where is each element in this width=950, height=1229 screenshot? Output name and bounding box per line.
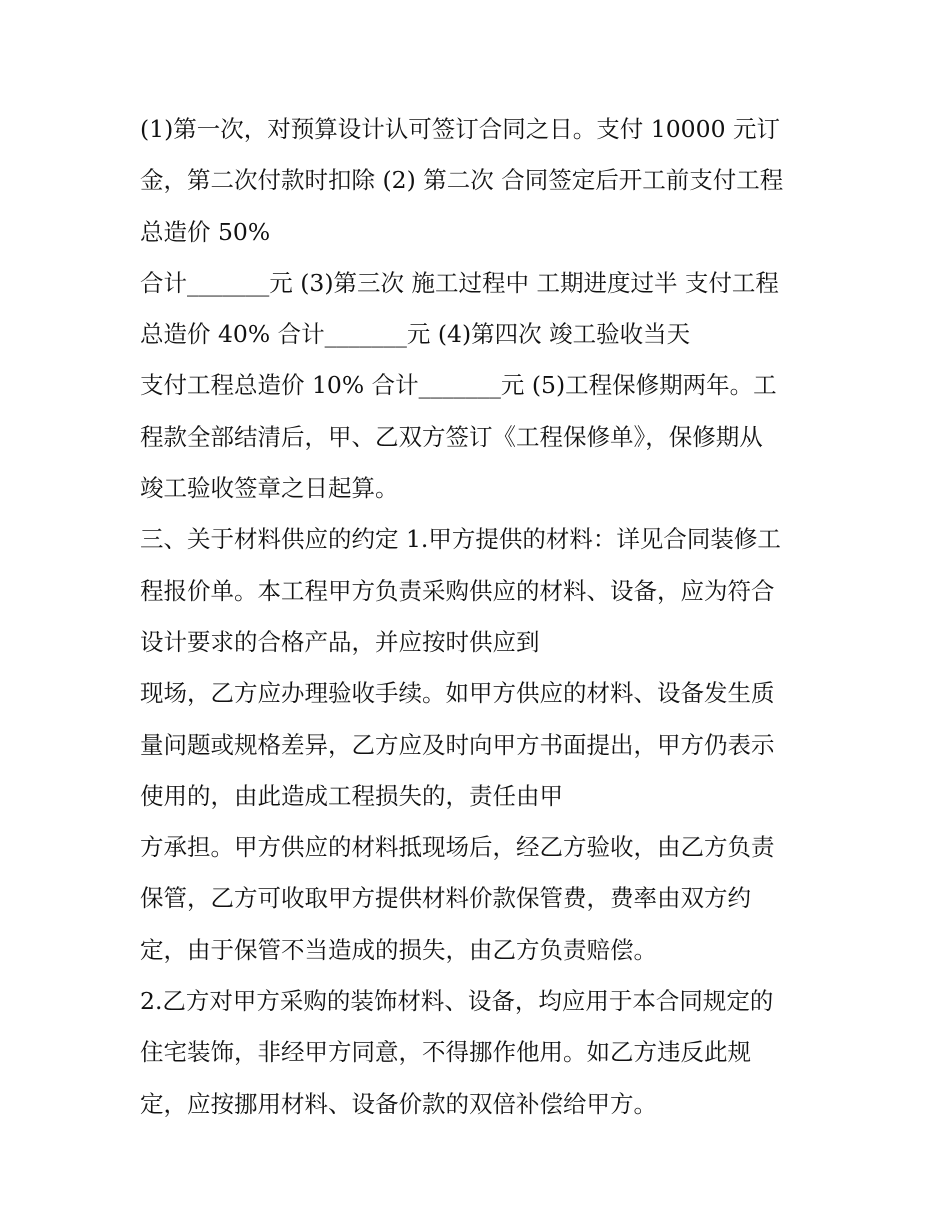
text-line: (1)第一次，对预算设计认可签订合同之日。支付 10000 元订 <box>140 115 780 143</box>
text-line: 程报价单。本工程甲方负责采购供应的材料、设备，应为符合 <box>140 576 775 605</box>
text-line: 竣工验收签章之日起算。 <box>140 474 399 503</box>
section-heading-line: 三、关于材料供应的约定 1.甲方提供的材料：详见合同装修工 <box>140 525 781 554</box>
text-line: 金，第二次付款时扣除 (2) 第二次 合同签定后开工前支付工程 <box>140 166 784 195</box>
text-line: 保管，乙方可收取甲方提供材料价款保管费，费率由双方约 <box>140 884 751 913</box>
text-line: 程款全部结清后，甲、乙双方签订《工程保修单》，保修期从 <box>140 422 763 451</box>
text-line: 总造价 50% <box>140 217 271 246</box>
text-line: 住宅装饰，非经甲方同意，不得挪作他用。如乙方违反此规 <box>140 1038 751 1067</box>
text-line: 使用的，由此造成工程损失的，责任由甲 <box>140 781 563 810</box>
text-line: 设计要求的合格产品，并应按时供应到 <box>140 627 540 656</box>
text-line: 2.乙方对甲方采购的装饰材料、设备，均应用于本合同规定的 <box>140 987 774 1016</box>
text-line: 合计_______元 (3)第三次 施工过程中 工期进度过半 支付工程 <box>140 268 779 297</box>
text-line: 总造价 40% 合计_______元 (4)第四次 竣工验收当天 <box>140 320 691 349</box>
text-line: 定，由于保管不当造成的损失，由乙方负责赔偿。 <box>140 935 657 964</box>
text-line: 定，应按挪用材料、设备价款的双倍补偿给甲方。 <box>140 1089 657 1118</box>
text-line: 方承担。甲方供应的材料抵现场后，经乙方验收，由乙方负责 <box>140 833 775 862</box>
text-line: 现场，乙方应办理验收手续。如甲方供应的材料、设备发生质 <box>140 679 775 708</box>
text-line: 量问题或规格差异，乙方应及时向甲方书面提出，甲方仍表示 <box>140 730 775 759</box>
contract-text-block <box>140 104 820 1130</box>
text-line: 支付工程总造价 10% 合计_______元 (5)工程保修期两年。工 <box>140 371 777 400</box>
